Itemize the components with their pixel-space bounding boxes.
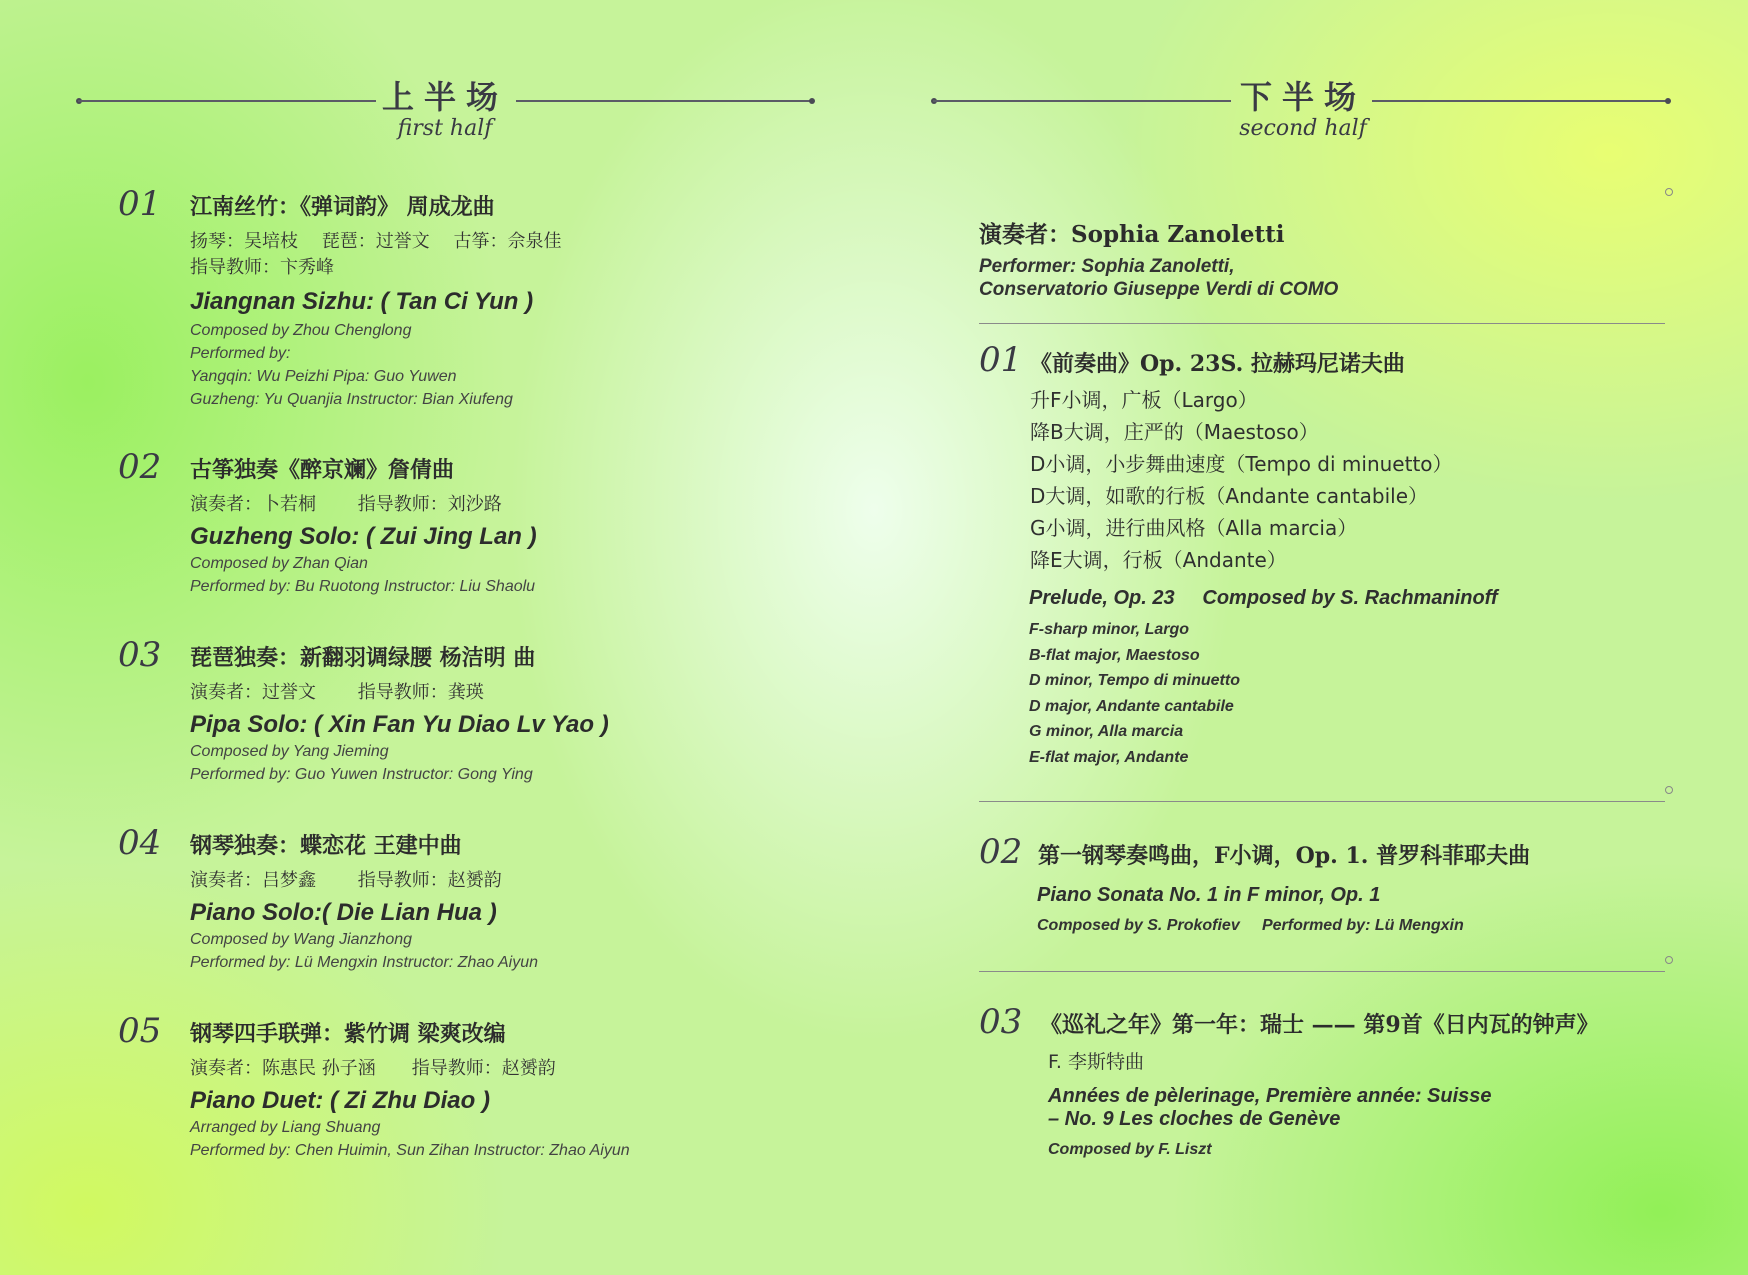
movement-en: D minor, Tempo di minuetto [1029, 672, 1240, 689]
item-detail-en: Guzheng: Yu Quanjia Instructor: Bian Xiufeng [190, 391, 513, 408]
item-title-cn: 《前奏曲》Op. 23S. 拉赫玛尼诺夫曲 [1030, 351, 1405, 377]
movement-en: E-flat major, Andante [1029, 749, 1189, 766]
second-half-title-en: second half [1239, 116, 1367, 141]
item-title-en: Piano Duet: ( Zi Zhu Diao ) [190, 1087, 490, 1114]
item-title-en: Jiangnan Sizhu: ( Tan Ci Yun ) [190, 288, 534, 315]
section-divider [979, 801, 1665, 802]
item-number: 01 [118, 184, 162, 224]
movement-cn: 升F小调，广板（Largo） [1030, 388, 1258, 412]
movement-cn: 降B大调，庄严的（Maestoso） [1030, 420, 1319, 444]
item-detail-en: Performed by: Guo Yuwen Instructor: Gong Ying [190, 766, 533, 783]
divider-line [1372, 100, 1668, 102]
performer-cn: 演奏者：Sophia Zanoletti [979, 221, 1285, 248]
movement-en: D major, Andante cantabile [1029, 698, 1234, 715]
divider-line [933, 100, 1231, 102]
performer-en: Performer: Sophia Zanoletti, [979, 256, 1235, 277]
item-detail-en: Composed by Wang Jianzhong [190, 931, 413, 948]
divider-line [78, 100, 376, 102]
item-title-en: Piano Sonata No. 1 in F minor, Op. 1 [1037, 884, 1381, 906]
item-number: 05 [118, 1011, 162, 1051]
movement-cn: D大调，如歌的行板（Andante cantabile） [1030, 484, 1429, 508]
first-half-title-cn: 上半场 [381, 78, 508, 116]
first-half-title-en: first half [397, 116, 493, 141]
item-title-en: Piano Solo:( Die Lian Hua ) [190, 899, 497, 926]
item-detail-en: Performed by: Lü Mengxin Instructor: Zhao Aiyun [190, 954, 539, 971]
movement-en: B-flat major, Maestoso [1029, 647, 1200, 664]
item-detail-en: Composed by Zhan Qian [190, 555, 368, 572]
item-detail-en: Yangqin: Wu Peizhi Pipa: Guo Yuwen [190, 368, 457, 385]
item-title-cn: 钢琴四手联弹：紫竹调 梁爽改编 [190, 1021, 506, 1047]
movement-en: G minor, Alla marcia [1029, 723, 1184, 740]
item-title-cn: 第一钢琴奏鸣曲，F小调，Op. 1. 普罗科菲耶夫曲 [1038, 843, 1531, 869]
performer-affiliation-en: Conservatorio Giuseppe Verdi di COMO [979, 279, 1339, 300]
item-title-en: – No. 9 Les cloches de Genève [1048, 1108, 1341, 1130]
item-title-en: Prelude, Op. 23 Composed by S. Rachmaninoff [1029, 587, 1498, 609]
item-title-cn: 《巡礼之年》第一年：瑞士 —— 第9首《日内瓦的钟声》 [1040, 1012, 1599, 1038]
item-title-cn: 琵琶独奏：新翻羽调绿腰 杨洁明 曲 [190, 645, 536, 671]
item-composer-cn: F. 李斯特曲 [1048, 1051, 1144, 1073]
item-detail-en: Performed by: Chen Huimin, Sun Zihan Instructor: Zhao Aiyun [190, 1142, 630, 1159]
item-detail-en: Composed by Yang Jieming [190, 743, 389, 760]
section-divider [979, 971, 1665, 972]
first-half-title [355, 72, 535, 141]
item-title-cn: 古筝独奏《醉京斓》詹倩曲 [190, 457, 455, 483]
divider-end-dot [1665, 98, 1671, 104]
item-detail-en: Performed by: [190, 345, 291, 362]
item-number: 01 [979, 340, 1023, 380]
item-number: 04 [118, 823, 162, 863]
second-half-title-cn: 下半场 [1239, 78, 1366, 116]
item-title-cn: 钢琴独奏：蝶恋花 王建中曲 [190, 833, 462, 859]
item-detail-en: Performed by: Bu Ruotong Instructor: Liu Shaolu [190, 578, 536, 595]
item-title-en: Guzheng Solo: ( Zui Jing Lan ) [190, 523, 537, 550]
item-title-cn: 江南丝竹：《弹词韵》 周成龙曲 [190, 194, 495, 220]
movement-cn: G小调，进行曲风格（Alla marcia） [1030, 516, 1358, 540]
second-half-title [1213, 72, 1393, 141]
item-detail-en: Arranged by Liang Shuang [190, 1119, 381, 1136]
item-performers-cn: 扬琴：吴培枝 琵琶：过誉文 古筝：佘泉佳 [190, 231, 562, 252]
divider-line [516, 100, 812, 102]
item-number: 02 [979, 832, 1023, 872]
ornament-circle [1665, 956, 1673, 964]
item-number: 03 [118, 635, 162, 675]
ornament-circle [1665, 786, 1673, 794]
item-performer-cn: 演奏者：卜若桐 指导教师：刘沙路 [190, 494, 502, 515]
movement-cn: 降E大调，行板（Andante） [1030, 548, 1287, 572]
item-detail-en: Composed by Zhou Chenglong [190, 322, 412, 339]
section-divider [979, 323, 1665, 324]
item-number: 02 [118, 447, 162, 487]
item-credit-en: Composed by F. Liszt [1048, 1141, 1212, 1158]
movement-cn: D小调，小步舞曲速度（Tempo di minuetto） [1030, 452, 1453, 476]
item-performer-cn: 演奏者：过誉文 指导教师：龚瑛 [190, 682, 484, 703]
divider-end-dot [809, 98, 815, 104]
ornament-circle [1665, 188, 1673, 196]
item-credit-en: Composed by S. Prokofiev Performed by: Lü Mengxin [1037, 917, 1464, 934]
item-performer-cn: 演奏者：陈惠民 孙子涵 指导教师：赵赟韵 [190, 1058, 556, 1079]
item-instructor-cn: 指导教师：卞秀峰 [190, 257, 334, 278]
item-title-en: Années de pèlerinage, Première année: Suisse [1048, 1085, 1492, 1107]
item-title-en: Pipa Solo: ( Xin Fan Yu Diao Lv Yao ) [190, 711, 609, 738]
item-performer-cn: 演奏者：吕梦鑫 指导教师：赵赟韵 [190, 870, 502, 891]
item-number: 03 [979, 1002, 1023, 1042]
movement-en: F-sharp minor, Largo [1029, 621, 1190, 638]
